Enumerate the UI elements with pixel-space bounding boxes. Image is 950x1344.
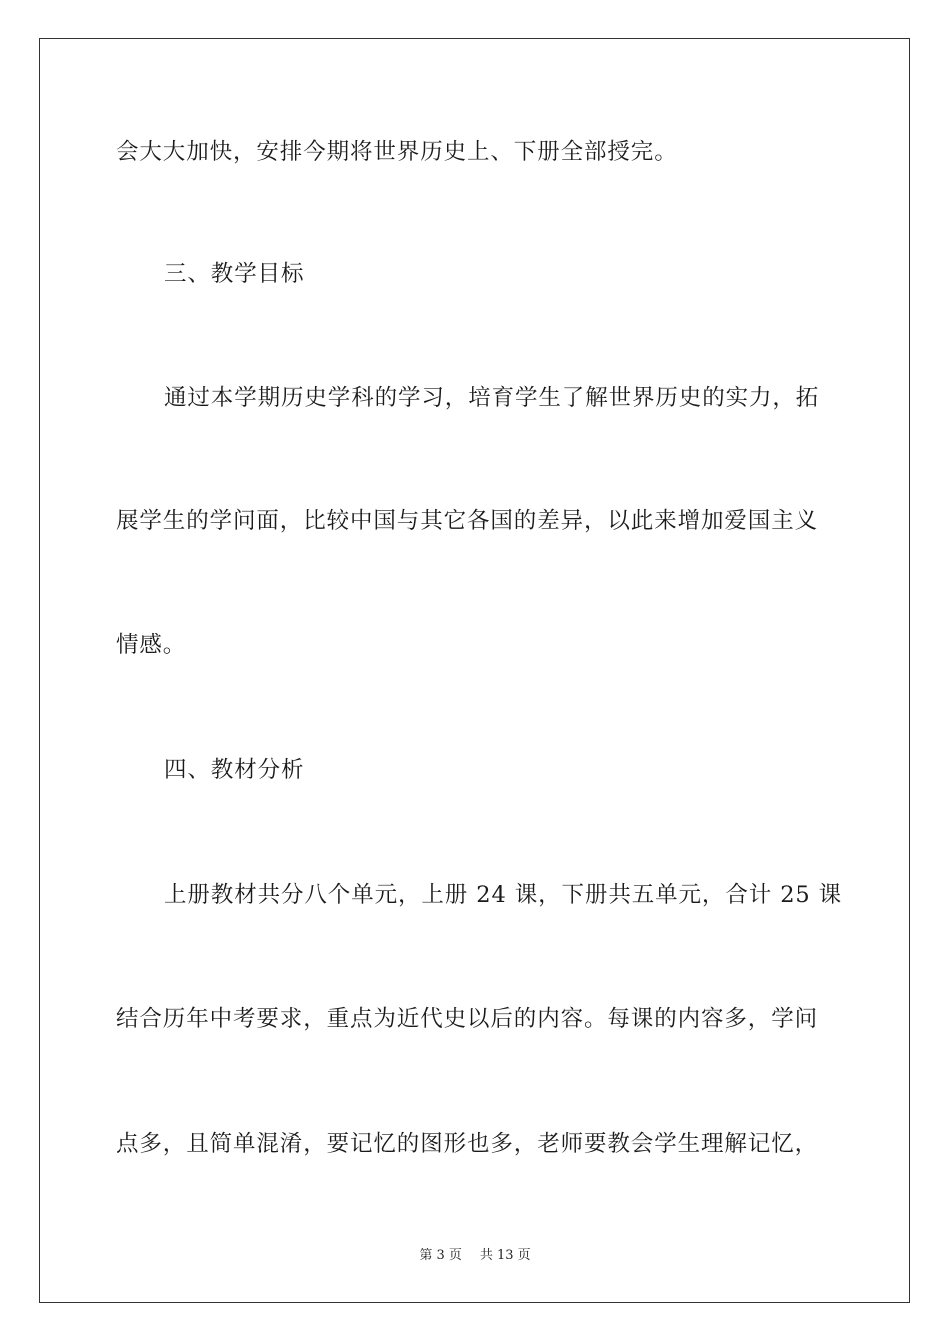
paragraph-line-5: 上册教材共分八个单元，上册 24 课，下册共五单元，合计 25 课: [164, 882, 843, 908]
paragraph-line-4: 情感。: [116, 632, 187, 658]
paragraph-line-2: 通过本学期历史学科的学习，培育学生了解世界历史的实力，拓: [164, 385, 820, 411]
page-frame: [39, 38, 910, 1303]
page-footer: [0, 1247, 950, 1265]
page-total: 共 13 页: [479, 1248, 531, 1263]
paragraph-line-1: 会大大加快，安排今期将世界历史上、下册全部授完。: [116, 139, 678, 165]
paragraph-line-3: 展学生的学问面，比较中国与其它各国的差异，以此来增加爱国主义: [116, 508, 819, 534]
section-heading-textbook-analysis: 四、教材分析: [164, 757, 305, 783]
paragraph-line-7: 点多，且简单混淆，要记忆的图形也多，老师要教会学生理解记忆，: [116, 1131, 819, 1157]
page-number: 第 3 页: [419, 1248, 462, 1263]
section-heading-teaching-goals: 三、教学目标: [164, 261, 305, 287]
paragraph-line-6: 结合历年中考要求，重点为近代史以后的内容。每课的内容多，学问: [116, 1006, 819, 1032]
